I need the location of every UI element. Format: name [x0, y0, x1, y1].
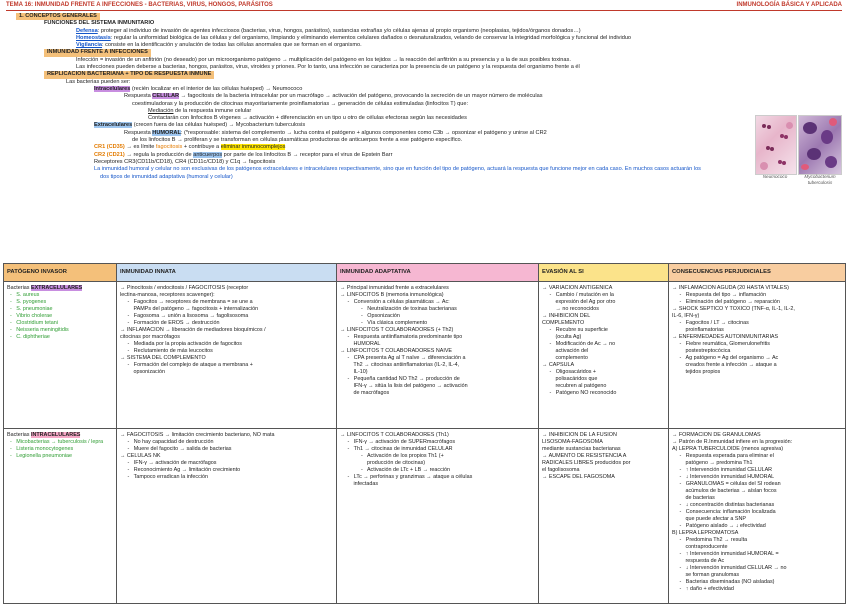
cell-line: - Oligosacáridos +: [542, 369, 597, 376]
cell-line: opsonización: [120, 369, 165, 376]
cell-line: creados frente a infección → ataque a: [672, 362, 777, 369]
cell-line: el fagolisosoma: [542, 467, 580, 474]
cell-line: - Conversión a células plasmáticas → Ac:: [340, 299, 450, 306]
col-header: PATÓGENO INVASOR: [4, 264, 117, 282]
col-header: EVASIÓN AL SI: [539, 264, 669, 282]
section-heading-2: INMUNIDAD FRENTE A INFECCIONES: [44, 49, 151, 56]
cell-line: IFN-γ → sitúa la lisis del patógeno → activación: [340, 383, 468, 390]
cell-line: - Activación de los propios Th1 (+: [340, 453, 444, 460]
cell-line: - IFN-γ → activación de macrófagos: [120, 460, 217, 467]
note-line: Vigilancia: consiste en la identificación y anulación de todas las células anormales que se forman en el organismo.: [76, 42, 362, 49]
cell-line: - Vía clásica complemento: [340, 320, 428, 327]
cell-line: lectina-manosa, receptores scavenger):: [120, 292, 215, 299]
cell-line: → CAPSULA: [542, 362, 575, 369]
cell-line: - ↓ concentración distintas bacterianas: [672, 502, 775, 509]
cell-line: - CPA presenta Ag al T naïve → diferenciación a: [340, 355, 466, 362]
cell-line: producción de citocinas): [340, 460, 426, 467]
cell-line: - Formación del complejo de ataque a membrana +: [120, 362, 253, 369]
cell-line: se forman granulomas: [672, 572, 740, 579]
section-heading-1: 1. CONCEPTOS GENERALES: [16, 13, 100, 20]
header-rule: [6, 10, 842, 11]
cell-line: respuesta de Ac: [672, 558, 725, 565]
neumococo-micrograph: [755, 115, 797, 175]
cell-line: de bacterias: [672, 495, 715, 502]
cell-line: - Activación de LTc + LB → reacción: [340, 467, 451, 474]
cell-line: que puede afectar a SNP: [672, 516, 747, 523]
cell-line: → AUMENTO DE RESISTENCIA A: [542, 453, 627, 460]
cell-line: → LINFOCITOS B (memoria inmunológica): [340, 292, 444, 299]
note-line: CR1 (CD35) → es límite fagocitosis + contribuye a eliminar inmunocomplejos: [94, 144, 286, 151]
cell-line: - ↑ Intervención inmunidad CELULAR: [672, 467, 773, 474]
cell-line: → ENFERMEDADES AUTOINMUNITARIAS: [672, 334, 779, 341]
cell-line: → ESCAPE DEL FAGOSOMA: [542, 474, 615, 481]
cell-line: - ↑ Intervención inmunidad HUMORAL =: [672, 551, 779, 558]
cell-line: - Fagocitos → receptores de membrana = se une a: [120, 299, 253, 306]
cell-innate: [117, 429, 337, 604]
cell-line: - Fiebre reumática, Glomerulonefritis: [672, 341, 770, 348]
cell-line: → LINFOCITOS T COLABORADORES NAÏVE: [340, 348, 453, 355]
cell-line: - Listeria monocytogenes: [7, 446, 74, 453]
cell-pathogen: Bacterias EXTRACELULARES - S. aureus - S. pyogenes - S. pneumoniae - Vibrio cholerae - Clostridium tetani - Neisseria meningitidis - C. diphtheriae: [4, 282, 117, 429]
cell-line: de macrófagos: [340, 390, 390, 397]
cell-line: → VARIACIÓN ANTIGÉNICA: [542, 285, 613, 291]
note-line: Homeostasis: regular la uniformidad biológica de las células y del organismo, limpiando y eliminando elementos celulares dañados o desnaturalizados, velando de conservar la integridad morfológica y funcional del individuo: [76, 34, 632, 41]
cell-pathogen: Bacterias INTRACELULARES - Micobacterias → tuberculosis / lepra - Listeria monocytogenes - Legionella pneumoniae: [4, 429, 117, 604]
cell-line: - S. pyogenes: [7, 299, 47, 306]
table-header-row: [4, 264, 846, 282]
note-line: Las bacterias pueden ser:: [66, 78, 131, 85]
cell-adaptive: [337, 282, 539, 429]
cell-line: - Consecuencia: inflamación localizada: [672, 509, 776, 516]
cell-line: activación del: [542, 348, 589, 355]
cell-line: Th2 → citocinas antiinflamatorias (IL-2, IL-4,: [340, 362, 460, 369]
cell-line: → CÉLULAS NK: [120, 453, 161, 460]
header-title: TEMA 16: INMUNIDAD FRENTE A INFECCIONES - BACTERIAS, VIRUS, HONGOS, PARÁSITOS: [6, 2, 273, 8]
cell-line: contraproducente: [672, 544, 728, 551]
cell-line: acúmulos de bacterias → aíslan focos: [672, 488, 777, 495]
cell-line: - Fagosoma → unión a lisosoma → fagolisosoma: [120, 313, 249, 320]
cell-line: postestreptocócica: [672, 348, 731, 355]
cell-line: → SHOCK SÉPTICO Y TÓXICO (TNF-α, IL-1, IL-2,: [672, 306, 795, 313]
cell-line: infectadas: [340, 481, 379, 488]
cell-line: → Principal inmunidad frente a extracelulares: [340, 285, 449, 291]
note-line: Defensa: proteger al individuo de invasión de agentes infecciosos (bacterias, virus, hongos, parásitos), sustancias extrañas y/o células ajenas al propio organismo (neoplasias, tejidos/órganos donados…): [76, 27, 581, 34]
cell-line: expresión del Ag por otro: [542, 299, 616, 306]
cell-adaptive: [337, 429, 539, 604]
cell-line: - Muere del fagocito → salida de bacterias: [120, 446, 232, 453]
note-line: Las infecciones pueden deberse a bacterias, hongos, parásitos, virus, viroides y priones. Por lo tanto, una infección se caracteriza por la presencia de un patógeno y la respuesta del organismo frente a él: [76, 64, 580, 71]
note-line: de los linfocitos B → proliferan y se transforman en células plasmáticas productoras de anticuerpos frente a ese patógeno específico.: [132, 137, 463, 144]
cell-line: patógeno → predomina Th1: [672, 460, 753, 467]
cell-line: - Fagocitos / LT → citocinas: [672, 320, 749, 327]
cell-line: → FAGOCITOSIS → limitación crecimiento bacteriano, NO mata: [120, 432, 275, 438]
cell-line: B) LEPRA LEPROMATOSA: [672, 530, 739, 537]
section-heading-3: REPLICACIÓN BACTERIANA + TIPO DE RESPUESTA INMUNE: [44, 71, 214, 78]
note-line: Respuesta HUMORAL: (*responsable: sistema del complemento → lucha contra el patógeno + algunos componentes como C3b → opsonizar el patógeno y unirse al CR2: [124, 129, 547, 136]
cell-line: - S. aureus: [7, 292, 40, 299]
cell-line: → FORMACIÓN DE GRANULOMAS: [672, 432, 761, 438]
cell-line: - Clostridium tetani: [7, 320, 58, 327]
cell-line: complemento: [542, 355, 588, 362]
cell-line: HUMORAL: [340, 341, 381, 348]
note-line: Intracelulares (recién localizar en el interior de las células huésped) → Neumococo: [94, 85, 303, 92]
cell-line: (oculta Ag): [542, 334, 582, 341]
cell-line: - Neisseria meningitidis: [7, 327, 69, 334]
cell-line: - Recubre su superficie: [542, 327, 608, 334]
cell-line: - ↓ Intervención inmunidad HUMORAL: [672, 474, 775, 481]
note-line: Mediación de la respuesta inmune celular: [148, 107, 252, 114]
cell-line: - Patógeno aislado → ↓ efectividad: [672, 523, 766, 530]
cell-line: - ↓ Intervención inmunidad CELULAR → no: [672, 565, 787, 572]
cell-line: - Th1 → citocinas de inmunidad CELULAR: [340, 446, 453, 453]
note-line: Contactarán con linfocitos B vírgenes → activación + diferenciación en un tipo u otro de células efectoras según las necesidades: [148, 115, 467, 122]
cell-line: - Respuesta del tipo → inflamación: [672, 292, 767, 299]
cell-line: → Pinocitosis / endocitosis / FAGOCITOSIS (receptor: [120, 285, 249, 291]
notes-section: [8, 13, 838, 181]
cell-line: → LINFOCITOS T COLABORADORES (+ Th2): [340, 327, 454, 334]
cell-line: → SISTEMA DEL COMPLEMENTO: [120, 355, 206, 362]
summary-table: [3, 263, 846, 604]
cell-line: - Opsonización: [340, 313, 400, 320]
col-header: CONSECUENCIAS PERJUDICIALES: [669, 264, 846, 282]
table-row: [4, 282, 846, 429]
cell-line: LISOSOMA-FAGOSOMA: [542, 439, 603, 446]
pathogen-list: [7, 292, 113, 341]
cell-line: → INHIBICIÓN DE LA FUSIÓN: [542, 432, 617, 438]
cell-line: - Formación de EROS → destrucción: [120, 320, 220, 327]
cell-line: - Respuesta antiinflamatoria predominante tipo: [340, 334, 463, 341]
cell-consequences: [669, 282, 846, 429]
note-line: Receptores CR3(CD11b/CD18), CR4 (CD11c/CD18) y C1q → fagocitosis: [94, 158, 276, 165]
pathogen-list: [7, 439, 113, 460]
cell-line: citocinas por macrófagos: [120, 334, 180, 341]
cell-line: - ↑ daño + efectividad: [672, 586, 734, 593]
cell-line: → INFLAMACIÓN → liberación de mediadores bioquímicos /: [120, 327, 266, 334]
cell-line: PAMPs del patógeno → fagocitosis + internalización: [120, 306, 259, 313]
cell-line: A) LEPRA TUBERCULOIDE (menos agresiva): [672, 446, 784, 453]
cell-line: - LTc → perforinas y granzimas → ataque a células: [340, 474, 473, 481]
cell-line: polisacáridos que: [542, 376, 598, 383]
cell-line: → INFLAMACIÓN AGUDA (20 HASTA VITALES): [672, 285, 789, 291]
cell-line: - Vibrio cholerae: [7, 313, 53, 320]
cell-line: IL-6, IFN-γ): [672, 313, 700, 320]
cell-line: COMPLEMENTO: [542, 320, 585, 327]
cell-line: proinflamatorias: [672, 327, 724, 334]
cell-line: tejidos propios: [672, 369, 721, 376]
cell-line: - Ag patógeno = Ag del organismo → Ac: [672, 355, 779, 362]
cell-line: - Mediada por la propia activación de fagocitos: [120, 341, 242, 348]
mycobacterium-micrograph: [798, 115, 842, 175]
image-caption: Neumococo: [762, 174, 788, 179]
cell-line: IL-10): [340, 369, 368, 376]
cell-line: - Micobacterias → tuberculosis / lepra: [7, 439, 104, 446]
col-header: INMUNIDAD INNATA: [117, 264, 337, 282]
note-line: Respuesta CELULAR → fagocitosis de la bacteria intracelular por un macrófago → activación del patógeno, provocando la secreción de un mayor número de moléculas: [124, 93, 543, 100]
cell-line: - No hay capacidad de destrucción: [120, 439, 214, 446]
page-header: [6, 2, 842, 11]
cell-line: - IFN-γ → activación de SUPERmacrófagos: [340, 439, 456, 446]
cell-line: - Cambio / mutación en la: [542, 292, 614, 299]
cell-line: - Pequeña cantidad NO Th2 → producción de: [340, 376, 460, 383]
cell-consequences: [669, 429, 846, 604]
note-line: dos tipos de inmunidad adaptativa (humoral y celular): [100, 173, 233, 180]
cell-line: → LINFOCITOS T COLABORADORES (Th1): [340, 432, 449, 438]
cell-line: - Patógeno NO reconocido: [542, 390, 617, 397]
cell-innate: [117, 282, 337, 429]
cell-line: - Respuesta esperada para eliminar el: [672, 453, 774, 460]
cell-line: - Predomina Th2 → resulta: [672, 537, 748, 544]
cell-line: - Modificación de Ac → no: [542, 341, 616, 348]
cell-line: - Reclutamiento de más leucocitos: [120, 348, 213, 355]
cell-line: → Patrón de R.Inmunidad infiere en la progresión:: [672, 439, 793, 446]
cell-line: recubren al patógeno: [542, 383, 607, 390]
note-line: coestimuladoras y la producción de citocinas mayoritariamente proinflamatorias → generación de células estimuladas (linfocitos T) que:: [132, 100, 468, 107]
table-row: [4, 429, 846, 604]
cell-line: - C. diphtheriae: [7, 334, 50, 341]
note-line: La inmunidad humoral y celular no son exclusivas de los patógenos extracelulares e intracelulares respectivamente, sino que en función del tipo de patógeno, actuará la respuesta que funcione mejor en cada caso. En muchos casos actuarán los: [94, 166, 701, 173]
cell-line: RADICALES LIBRES producidos por: [542, 460, 631, 467]
cell-evasion: [539, 282, 669, 429]
cell-evasion: [539, 429, 669, 604]
cell-line: - GRANULOMAS = células del SI rodean: [672, 481, 781, 488]
cell-line: - Tampoco erradican la infección: [120, 474, 208, 481]
note-line: CR2 (CD21) → regula la producción de anticuerpos por parte de los linfocitos B → receptor para el virus de Epstein Barr: [94, 151, 393, 158]
cell-line: → INHIBICIÓN DEL: [542, 313, 591, 320]
cell-line: - Reconocimiento Ag → limitación crecimiento: [120, 467, 241, 474]
cell-line: → no reconocidos: [542, 306, 599, 313]
cell-line: - Legionella pneumoniae: [7, 453, 73, 460]
note-line: Extracelulares (crecen fuera de las células huésped) → Mycobacterium tuberculosis: [94, 122, 306, 129]
note-line: FUNCIONES DEL SISTEMA INMUNITARIO: [44, 20, 155, 27]
note-line: Infección = invasión de un anfitrión (no deseado) por un microorganismo patógeno → multiplicación del patógeno en los tejidos → la reacción del anfitrión a su presencia y a la de sus posibles toxinas.: [76, 56, 571, 63]
col-header: INMUNIDAD ADAPTATIVA: [337, 264, 539, 282]
header-subject: INMUNOLOGÍA BÁSICA Y APLICADA: [736, 2, 842, 8]
cell-line: mediante sustancias bacterianas: [542, 446, 621, 453]
image-caption: Mycobacterium tuberculosis: [804, 174, 836, 185]
cell-line: - Eliminación del patógeno → reparación: [672, 299, 780, 306]
cell-line: - S. pneumoniae: [7, 306, 53, 313]
cell-line: - Bacterias diseminadas (NO aisladas): [672, 579, 775, 586]
cell-line: - Neutralización de toxinas bacterianas: [340, 306, 457, 313]
